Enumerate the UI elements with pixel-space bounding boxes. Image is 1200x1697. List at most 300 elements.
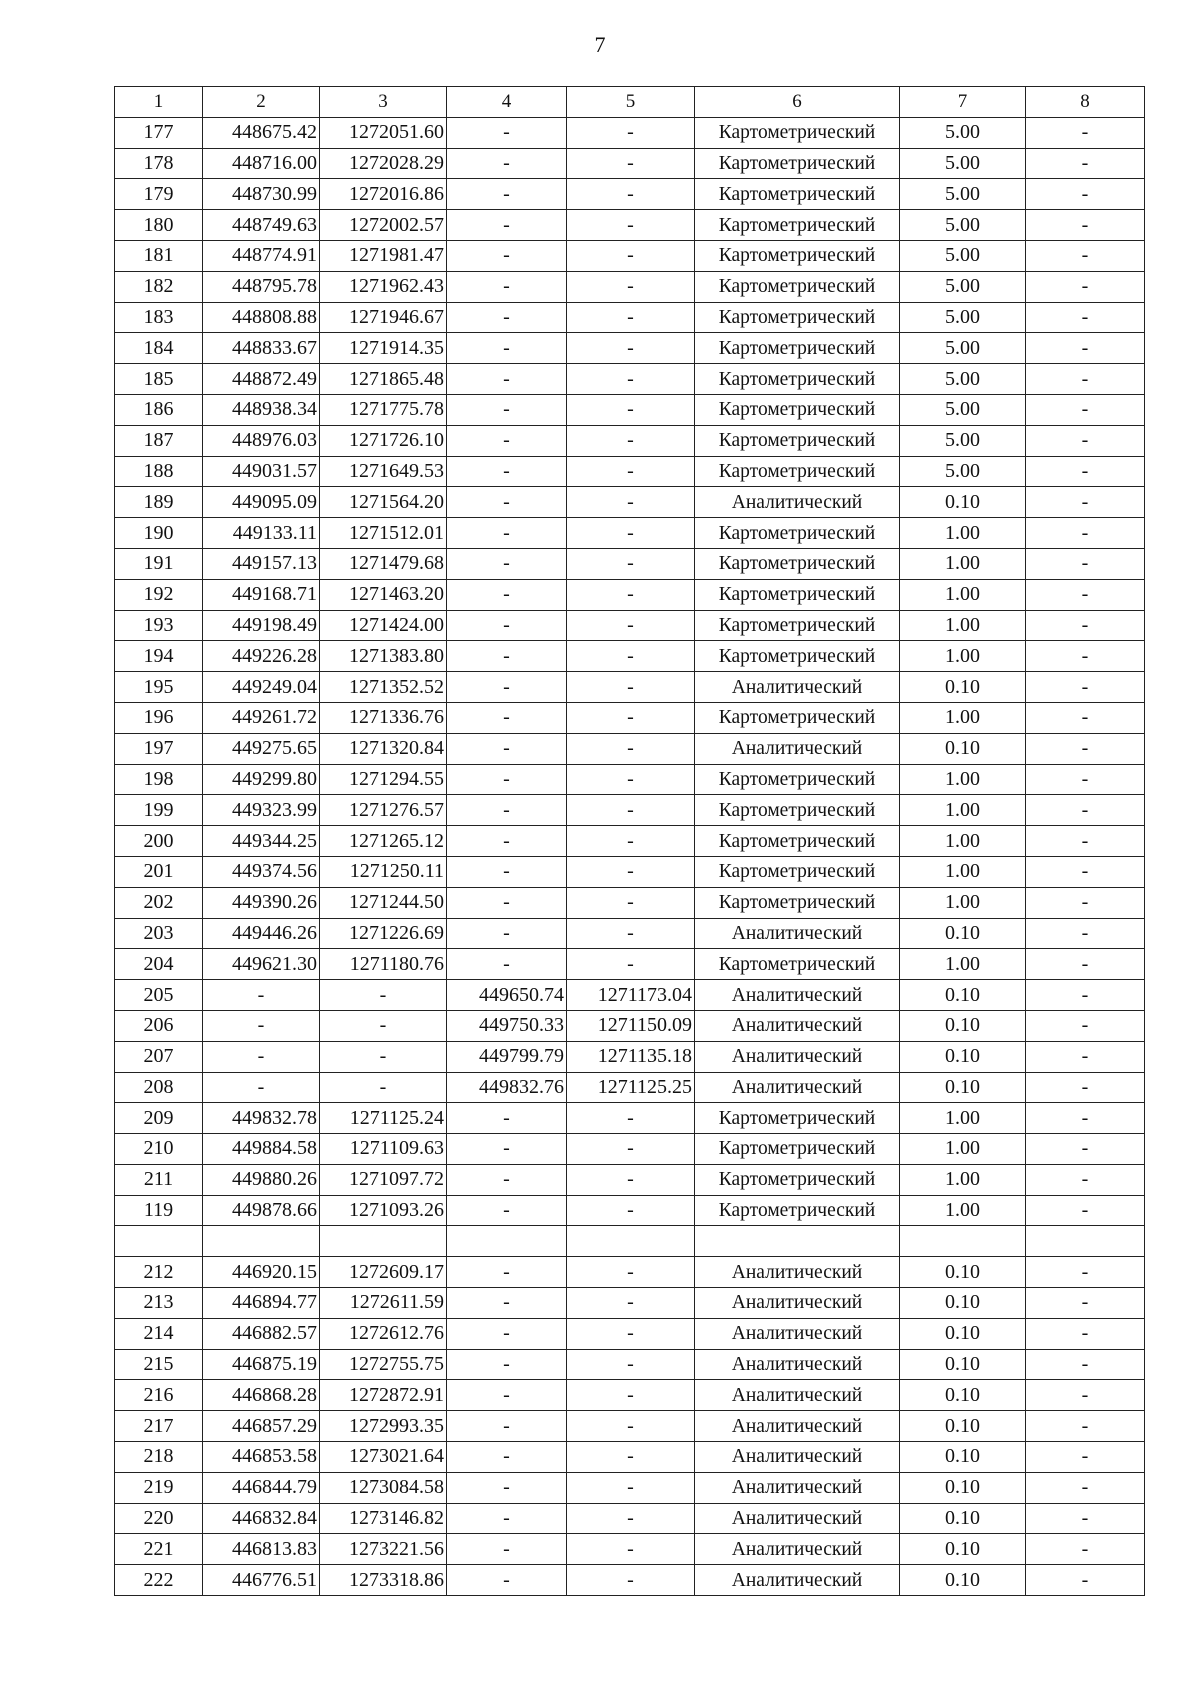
x-coordinate-cell: 446853.58 bbox=[203, 1442, 320, 1473]
column-header: 2 bbox=[203, 87, 320, 118]
y-coordinate-cell: 1271962.43 bbox=[320, 271, 447, 302]
accuracy-cell: 0.10 bbox=[900, 1565, 1026, 1596]
y-coordinate-cell: 1273021.64 bbox=[320, 1442, 447, 1473]
new-y-coordinate-cell: - bbox=[567, 1134, 695, 1165]
new-y-coordinate-cell: - bbox=[567, 210, 695, 241]
y-coordinate-cell: 1271265.12 bbox=[320, 826, 447, 857]
new-y-coordinate-cell: - bbox=[567, 1103, 695, 1134]
point-number-cell: 179 bbox=[115, 179, 203, 210]
description-cell: - bbox=[1026, 764, 1145, 795]
y-coordinate-cell: 1271294.55 bbox=[320, 764, 447, 795]
column-header: 6 bbox=[695, 87, 900, 118]
table-row bbox=[115, 210, 1145, 241]
table-row bbox=[115, 949, 1145, 980]
column-header: 7 bbox=[900, 87, 1026, 118]
table-row bbox=[115, 887, 1145, 918]
accuracy-cell: 1.00 bbox=[900, 764, 1026, 795]
new-y-coordinate-cell: - bbox=[567, 1411, 695, 1442]
table-row bbox=[115, 1010, 1145, 1041]
description-cell bbox=[1026, 1226, 1145, 1257]
y-coordinate-cell: 1272609.17 bbox=[320, 1257, 447, 1288]
table-row bbox=[115, 1442, 1145, 1473]
accuracy-cell: 1.00 bbox=[900, 548, 1026, 579]
new-x-coordinate-cell: - bbox=[447, 610, 567, 641]
point-number-cell: 182 bbox=[115, 271, 203, 302]
x-coordinate-cell: 446813.83 bbox=[203, 1534, 320, 1565]
table-row bbox=[115, 1134, 1145, 1165]
description-cell: - bbox=[1026, 641, 1145, 672]
method-cell: Аналитический bbox=[695, 1318, 900, 1349]
accuracy-cell: 0.10 bbox=[900, 1411, 1026, 1442]
new-y-coordinate-cell: 1271150.09 bbox=[567, 1010, 695, 1041]
new-x-coordinate-cell: - bbox=[447, 1534, 567, 1565]
accuracy-cell: 0.10 bbox=[900, 672, 1026, 703]
method-cell: Картометрический bbox=[695, 302, 900, 333]
new-x-coordinate-cell: - bbox=[447, 1134, 567, 1165]
method-cell: Картометрический bbox=[695, 456, 900, 487]
new-x-coordinate-cell: 449832.76 bbox=[447, 1072, 567, 1103]
y-coordinate-cell: 1271649.53 bbox=[320, 456, 447, 487]
x-coordinate-cell: 448675.42 bbox=[203, 117, 320, 148]
table-row bbox=[115, 1103, 1145, 1134]
accuracy-cell: 5.00 bbox=[900, 364, 1026, 395]
description-cell: - bbox=[1026, 1195, 1145, 1226]
description-cell: - bbox=[1026, 271, 1145, 302]
point-number-cell: 195 bbox=[115, 672, 203, 703]
new-x-coordinate-cell: - bbox=[447, 579, 567, 610]
point-number-cell: 198 bbox=[115, 764, 203, 795]
x-coordinate-cell: - bbox=[203, 1041, 320, 1072]
description-cell: - bbox=[1026, 364, 1145, 395]
description-cell: - bbox=[1026, 733, 1145, 764]
method-cell: Картометрический bbox=[695, 425, 900, 456]
table-row bbox=[115, 918, 1145, 949]
description-cell: - bbox=[1026, 456, 1145, 487]
point-number-cell: 191 bbox=[115, 548, 203, 579]
x-coordinate-cell: 449168.71 bbox=[203, 579, 320, 610]
x-coordinate-cell: 449832.78 bbox=[203, 1103, 320, 1134]
accuracy-cell: 0.10 bbox=[900, 1472, 1026, 1503]
description-cell: - bbox=[1026, 1288, 1145, 1319]
description-cell: - bbox=[1026, 1257, 1145, 1288]
point-number-cell: 202 bbox=[115, 887, 203, 918]
point-number-cell: 187 bbox=[115, 425, 203, 456]
method-cell: Картометрический bbox=[695, 240, 900, 271]
new-x-coordinate-cell: - bbox=[447, 1349, 567, 1380]
method-cell: Аналитический bbox=[695, 1041, 900, 1072]
new-y-coordinate-cell: - bbox=[567, 425, 695, 456]
point-number-cell: 215 bbox=[115, 1349, 203, 1380]
point-number-cell: 119 bbox=[115, 1195, 203, 1226]
description-cell: - bbox=[1026, 980, 1145, 1011]
new-x-coordinate-cell: - bbox=[447, 425, 567, 456]
accuracy-cell: 1.00 bbox=[900, 826, 1026, 857]
column-header: 4 bbox=[447, 87, 567, 118]
table-row bbox=[115, 456, 1145, 487]
accuracy-cell: 0.10 bbox=[900, 980, 1026, 1011]
description-cell: - bbox=[1026, 210, 1145, 241]
point-number-cell: 210 bbox=[115, 1134, 203, 1165]
new-y-coordinate-cell: - bbox=[567, 949, 695, 980]
y-coordinate-cell: - bbox=[320, 1072, 447, 1103]
x-coordinate-cell: - bbox=[203, 1010, 320, 1041]
table-row bbox=[115, 641, 1145, 672]
table-row bbox=[115, 518, 1145, 549]
description-cell: - bbox=[1026, 1411, 1145, 1442]
y-coordinate-cell: 1271512.01 bbox=[320, 518, 447, 549]
description-cell: - bbox=[1026, 1103, 1145, 1134]
new-y-coordinate-cell: - bbox=[567, 179, 695, 210]
method-cell: Аналитический bbox=[695, 980, 900, 1011]
point-number-cell: 211 bbox=[115, 1164, 203, 1195]
point-number-cell: 206 bbox=[115, 1010, 203, 1041]
point-number-cell: 200 bbox=[115, 826, 203, 857]
new-x-coordinate-cell: - bbox=[447, 887, 567, 918]
method-cell: Аналитический bbox=[695, 1380, 900, 1411]
new-y-coordinate-cell: 1271125.25 bbox=[567, 1072, 695, 1103]
table-row bbox=[115, 487, 1145, 518]
description-cell: - bbox=[1026, 579, 1145, 610]
description-cell: - bbox=[1026, 1472, 1145, 1503]
accuracy-cell: 5.00 bbox=[900, 302, 1026, 333]
table-row bbox=[115, 1164, 1145, 1195]
table-row bbox=[115, 1318, 1145, 1349]
table-row bbox=[115, 333, 1145, 364]
x-coordinate-cell: 449031.57 bbox=[203, 456, 320, 487]
accuracy-cell: 0.10 bbox=[900, 1503, 1026, 1534]
point-number-cell: 180 bbox=[115, 210, 203, 241]
description-cell: - bbox=[1026, 1503, 1145, 1534]
method-cell: Картометрический bbox=[695, 271, 900, 302]
table-row bbox=[115, 1472, 1145, 1503]
point-number-cell: 197 bbox=[115, 733, 203, 764]
method-cell: Аналитический bbox=[695, 733, 900, 764]
new-y-coordinate-cell: - bbox=[567, 148, 695, 179]
table-header-row bbox=[115, 87, 1145, 118]
description-cell: - bbox=[1026, 1041, 1145, 1072]
description-cell: - bbox=[1026, 1380, 1145, 1411]
new-y-coordinate-cell: - bbox=[567, 918, 695, 949]
new-x-coordinate-cell: - bbox=[447, 548, 567, 579]
accuracy-cell: 0.10 bbox=[900, 1072, 1026, 1103]
x-coordinate-cell: 446868.28 bbox=[203, 1380, 320, 1411]
x-coordinate-cell: - bbox=[203, 1072, 320, 1103]
description-cell: - bbox=[1026, 1010, 1145, 1041]
description-cell: - bbox=[1026, 240, 1145, 271]
new-x-coordinate-cell: - bbox=[447, 117, 567, 148]
new-y-coordinate-cell: - bbox=[567, 610, 695, 641]
table-row bbox=[115, 1257, 1145, 1288]
new-y-coordinate-cell: - bbox=[567, 1288, 695, 1319]
table-row bbox=[115, 1503, 1145, 1534]
description-cell: - bbox=[1026, 1349, 1145, 1380]
accuracy-cell: 1.00 bbox=[900, 887, 1026, 918]
accuracy-cell bbox=[900, 1226, 1026, 1257]
new-y-coordinate-cell: - bbox=[567, 579, 695, 610]
new-y-coordinate-cell: - bbox=[567, 672, 695, 703]
accuracy-cell: 0.10 bbox=[900, 487, 1026, 518]
new-x-coordinate-cell: - bbox=[447, 1288, 567, 1319]
new-x-coordinate-cell: - bbox=[447, 1195, 567, 1226]
x-coordinate-cell: 446882.57 bbox=[203, 1318, 320, 1349]
point-number-cell: 190 bbox=[115, 518, 203, 549]
y-coordinate-cell: 1271424.00 bbox=[320, 610, 447, 641]
new-x-coordinate-cell: - bbox=[447, 240, 567, 271]
point-number-cell: 178 bbox=[115, 148, 203, 179]
y-coordinate-cell: 1271320.84 bbox=[320, 733, 447, 764]
x-coordinate-cell: 449884.58 bbox=[203, 1134, 320, 1165]
column-header: 5 bbox=[567, 87, 695, 118]
description-cell: - bbox=[1026, 795, 1145, 826]
x-coordinate-cell: 449226.28 bbox=[203, 641, 320, 672]
description-cell: - bbox=[1026, 702, 1145, 733]
point-number-cell: 217 bbox=[115, 1411, 203, 1442]
y-coordinate-cell: 1271946.67 bbox=[320, 302, 447, 333]
description-cell: - bbox=[1026, 1164, 1145, 1195]
accuracy-cell: 1.00 bbox=[900, 1195, 1026, 1226]
method-cell: Картометрический bbox=[695, 1164, 900, 1195]
method-cell: Картометрический bbox=[695, 795, 900, 826]
accuracy-cell: 5.00 bbox=[900, 333, 1026, 364]
description-cell: - bbox=[1026, 672, 1145, 703]
new-y-coordinate-cell: - bbox=[567, 826, 695, 857]
point-number-cell: 212 bbox=[115, 1257, 203, 1288]
method-cell: Аналитический bbox=[695, 1411, 900, 1442]
description-cell: - bbox=[1026, 1134, 1145, 1165]
y-coordinate-cell: 1271276.57 bbox=[320, 795, 447, 826]
y-coordinate-cell: 1273318.86 bbox=[320, 1565, 447, 1596]
new-y-coordinate-cell: - bbox=[567, 394, 695, 425]
new-x-coordinate-cell: - bbox=[447, 364, 567, 395]
method-cell: Аналитический bbox=[695, 672, 900, 703]
new-y-coordinate-cell: - bbox=[567, 733, 695, 764]
y-coordinate-cell: 1271097.72 bbox=[320, 1164, 447, 1195]
method-cell: Картометрический bbox=[695, 949, 900, 980]
accuracy-cell: 1.00 bbox=[900, 702, 1026, 733]
table-row bbox=[115, 980, 1145, 1011]
point-number-cell: 214 bbox=[115, 1318, 203, 1349]
point-number-cell: 193 bbox=[115, 610, 203, 641]
y-coordinate-cell: 1272612.76 bbox=[320, 1318, 447, 1349]
method-cell bbox=[695, 1226, 900, 1257]
point-number-cell: 209 bbox=[115, 1103, 203, 1134]
new-x-coordinate-cell: - bbox=[447, 1103, 567, 1134]
description-cell: - bbox=[1026, 1565, 1145, 1596]
accuracy-cell: 0.10 bbox=[900, 733, 1026, 764]
method-cell: Картометрический bbox=[695, 579, 900, 610]
point-number-cell: 213 bbox=[115, 1288, 203, 1319]
point-number-cell: 199 bbox=[115, 795, 203, 826]
method-cell: Картометрический bbox=[695, 179, 900, 210]
x-coordinate-cell: 449095.09 bbox=[203, 487, 320, 518]
point-number-cell: 216 bbox=[115, 1380, 203, 1411]
method-cell: Аналитический bbox=[695, 487, 900, 518]
new-x-coordinate-cell: - bbox=[447, 918, 567, 949]
y-coordinate-cell: 1271226.69 bbox=[320, 918, 447, 949]
y-coordinate-cell: - bbox=[320, 980, 447, 1011]
y-coordinate-cell: 1271109.63 bbox=[320, 1134, 447, 1165]
y-coordinate-cell: 1271726.10 bbox=[320, 425, 447, 456]
y-coordinate-cell: 1271125.24 bbox=[320, 1103, 447, 1134]
y-coordinate-cell: - bbox=[320, 1041, 447, 1072]
new-y-coordinate-cell: - bbox=[567, 1257, 695, 1288]
y-coordinate-cell: 1271775.78 bbox=[320, 394, 447, 425]
point-number-cell: 205 bbox=[115, 980, 203, 1011]
point-number-cell: 221 bbox=[115, 1534, 203, 1565]
point-number-cell: 183 bbox=[115, 302, 203, 333]
new-x-coordinate-cell: - bbox=[447, 518, 567, 549]
accuracy-cell: 0.10 bbox=[900, 1010, 1026, 1041]
y-coordinate-cell: 1271383.80 bbox=[320, 641, 447, 672]
point-number-cell bbox=[115, 1226, 203, 1257]
table-row bbox=[115, 1288, 1145, 1319]
new-x-coordinate-cell: - bbox=[447, 179, 567, 210]
accuracy-cell: 5.00 bbox=[900, 456, 1026, 487]
new-x-coordinate-cell: - bbox=[447, 795, 567, 826]
y-coordinate-cell: 1272993.35 bbox=[320, 1411, 447, 1442]
point-number-cell: 189 bbox=[115, 487, 203, 518]
method-cell: Картометрический bbox=[695, 887, 900, 918]
table-row bbox=[115, 302, 1145, 333]
column-header: 1 bbox=[115, 87, 203, 118]
new-y-coordinate-cell: - bbox=[567, 641, 695, 672]
method-cell: Картометрический bbox=[695, 148, 900, 179]
new-x-coordinate-cell: - bbox=[447, 1442, 567, 1473]
new-x-coordinate-cell: - bbox=[447, 702, 567, 733]
point-number-cell: 186 bbox=[115, 394, 203, 425]
table-row bbox=[115, 1565, 1145, 1596]
table-row bbox=[115, 856, 1145, 887]
table-row bbox=[115, 117, 1145, 148]
x-coordinate-cell: 449390.26 bbox=[203, 887, 320, 918]
new-y-coordinate-cell: - bbox=[567, 271, 695, 302]
description-cell: - bbox=[1026, 487, 1145, 518]
new-y-coordinate-cell: - bbox=[567, 702, 695, 733]
accuracy-cell: 5.00 bbox=[900, 210, 1026, 241]
y-coordinate-cell: 1272016.86 bbox=[320, 179, 447, 210]
description-cell: - bbox=[1026, 333, 1145, 364]
y-coordinate-cell: 1272028.29 bbox=[320, 148, 447, 179]
method-cell: Картометрический bbox=[695, 856, 900, 887]
description-cell: - bbox=[1026, 1442, 1145, 1473]
new-y-coordinate-cell: - bbox=[567, 548, 695, 579]
y-coordinate-cell: 1271564.20 bbox=[320, 487, 447, 518]
accuracy-cell: 5.00 bbox=[900, 271, 1026, 302]
description-cell: - bbox=[1026, 425, 1145, 456]
method-cell: Картометрический bbox=[695, 1103, 900, 1134]
method-cell: Аналитический bbox=[695, 1288, 900, 1319]
new-y-coordinate-cell: - bbox=[567, 1380, 695, 1411]
description-cell: - bbox=[1026, 148, 1145, 179]
new-x-coordinate-cell: - bbox=[447, 1472, 567, 1503]
accuracy-cell: 1.00 bbox=[900, 518, 1026, 549]
y-coordinate-cell bbox=[320, 1226, 447, 1257]
new-y-coordinate-cell: - bbox=[567, 1472, 695, 1503]
description-cell: - bbox=[1026, 117, 1145, 148]
new-x-coordinate-cell: - bbox=[447, 148, 567, 179]
new-x-coordinate-cell: - bbox=[447, 672, 567, 703]
table-row bbox=[115, 240, 1145, 271]
x-coordinate-cell: 448730.99 bbox=[203, 179, 320, 210]
method-cell: Аналитический bbox=[695, 1349, 900, 1380]
accuracy-cell: 1.00 bbox=[900, 1164, 1026, 1195]
new-x-coordinate-cell: - bbox=[447, 487, 567, 518]
description-cell: - bbox=[1026, 856, 1145, 887]
new-x-coordinate-cell: 449650.74 bbox=[447, 980, 567, 1011]
description-cell: - bbox=[1026, 302, 1145, 333]
new-x-coordinate-cell: - bbox=[447, 333, 567, 364]
point-number-cell: 185 bbox=[115, 364, 203, 395]
new-x-coordinate-cell: - bbox=[447, 764, 567, 795]
description-cell: - bbox=[1026, 1318, 1145, 1349]
description-cell: - bbox=[1026, 1534, 1145, 1565]
method-cell: Аналитический bbox=[695, 918, 900, 949]
point-number-cell: 201 bbox=[115, 856, 203, 887]
column-header: 3 bbox=[320, 87, 447, 118]
new-y-coordinate-cell: - bbox=[567, 1534, 695, 1565]
new-y-coordinate-cell: 1271173.04 bbox=[567, 980, 695, 1011]
method-cell: Картометрический bbox=[695, 364, 900, 395]
method-cell: Картометрический bbox=[695, 826, 900, 857]
x-coordinate-cell: 449299.80 bbox=[203, 764, 320, 795]
y-coordinate-cell: 1271865.48 bbox=[320, 364, 447, 395]
new-y-coordinate-cell: - bbox=[567, 795, 695, 826]
description-cell: - bbox=[1026, 918, 1145, 949]
coordinates-table bbox=[114, 86, 1145, 1596]
new-x-coordinate-cell: - bbox=[447, 1257, 567, 1288]
table-row bbox=[115, 148, 1145, 179]
new-x-coordinate-cell: - bbox=[447, 302, 567, 333]
table-row bbox=[115, 764, 1145, 795]
new-y-coordinate-cell: - bbox=[567, 856, 695, 887]
method-cell: Аналитический bbox=[695, 1010, 900, 1041]
column-header: 8 bbox=[1026, 87, 1145, 118]
point-number-cell: 203 bbox=[115, 918, 203, 949]
accuracy-cell: 5.00 bbox=[900, 425, 1026, 456]
new-y-coordinate-cell: - bbox=[567, 487, 695, 518]
accuracy-cell: 0.10 bbox=[900, 918, 1026, 949]
method-cell: Аналитический bbox=[695, 1257, 900, 1288]
accuracy-cell: 5.00 bbox=[900, 117, 1026, 148]
accuracy-cell: 0.10 bbox=[900, 1534, 1026, 1565]
new-y-coordinate-cell: - bbox=[567, 117, 695, 148]
description-cell: - bbox=[1026, 179, 1145, 210]
y-coordinate-cell: 1271336.76 bbox=[320, 702, 447, 733]
y-coordinate-cell: 1271093.26 bbox=[320, 1195, 447, 1226]
point-number-cell: 218 bbox=[115, 1442, 203, 1473]
x-coordinate-cell: 448774.91 bbox=[203, 240, 320, 271]
method-cell: Картометрический bbox=[695, 1195, 900, 1226]
x-coordinate-cell: 448872.49 bbox=[203, 364, 320, 395]
table-body bbox=[115, 87, 1145, 1596]
point-number-cell: 188 bbox=[115, 456, 203, 487]
method-cell: Картометрический bbox=[695, 764, 900, 795]
accuracy-cell: 1.00 bbox=[900, 610, 1026, 641]
x-coordinate-cell: 449880.26 bbox=[203, 1164, 320, 1195]
new-x-coordinate-cell: - bbox=[447, 456, 567, 487]
table-row bbox=[115, 702, 1145, 733]
description-cell: - bbox=[1026, 949, 1145, 980]
new-x-coordinate-cell: 449799.79 bbox=[447, 1041, 567, 1072]
table-row bbox=[115, 1072, 1145, 1103]
page-number: 7 bbox=[594, 32, 606, 57]
new-y-coordinate-cell bbox=[567, 1226, 695, 1257]
description-cell: - bbox=[1026, 887, 1145, 918]
table-row bbox=[115, 394, 1145, 425]
accuracy-cell: 5.00 bbox=[900, 179, 1026, 210]
x-coordinate-cell bbox=[203, 1226, 320, 1257]
x-coordinate-cell: 449878.66 bbox=[203, 1195, 320, 1226]
